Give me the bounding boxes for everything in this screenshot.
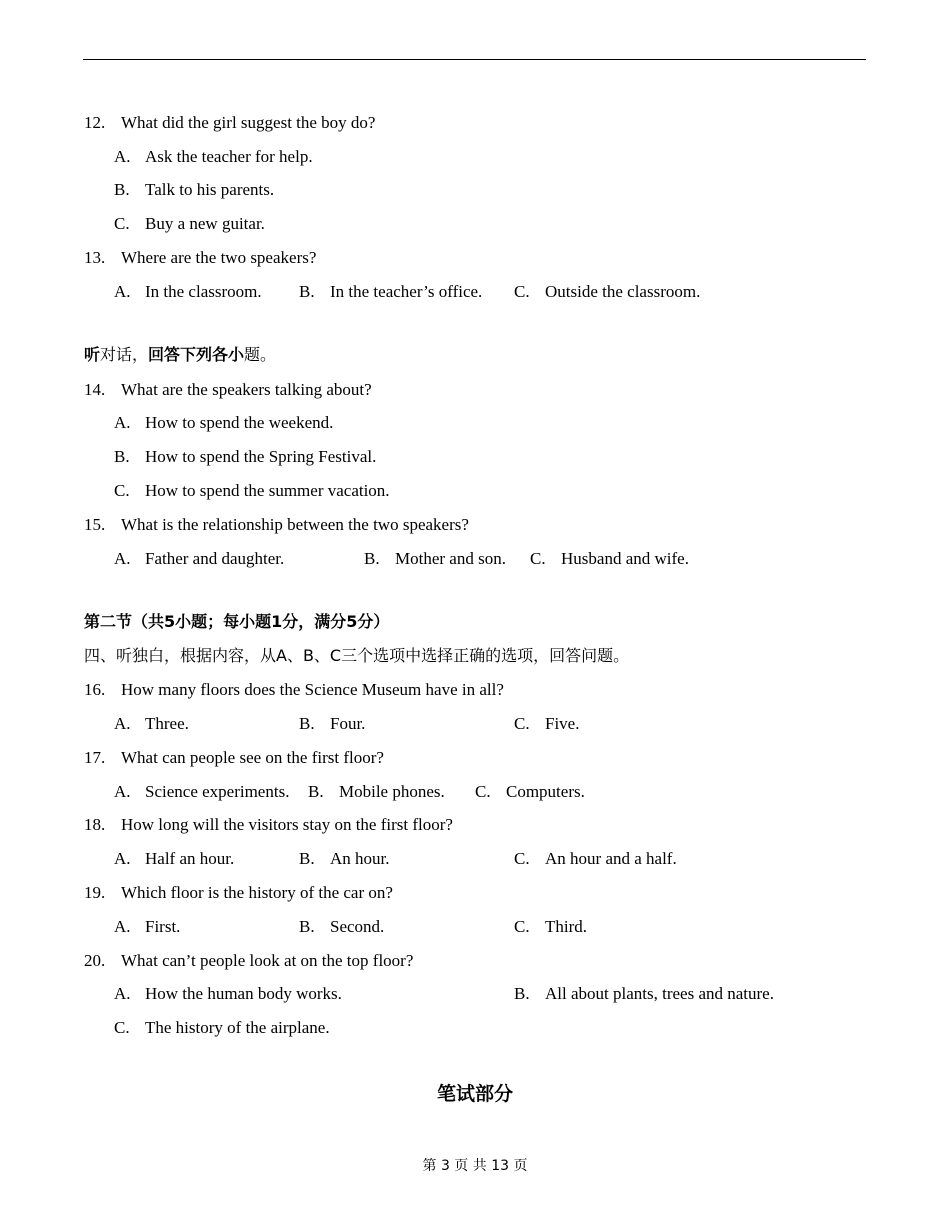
instruction-part: 听 <box>84 345 101 364</box>
option-letter: B. <box>299 714 315 733</box>
option-16-c <box>514 714 579 734</box>
header-rule <box>83 59 866 60</box>
option-text: First. <box>145 917 181 936</box>
option-19-c <box>514 917 587 937</box>
option-text: In the classroom. <box>145 282 262 301</box>
option-14-c <box>114 481 390 501</box>
option-letter: C. <box>514 917 530 936</box>
option-text: Four. <box>330 714 366 733</box>
option-12-a <box>114 147 313 167</box>
option-text: Husband and wife. <box>561 549 689 568</box>
written-part-title: 笔试部分 <box>436 1083 513 1105</box>
question-15 <box>84 515 469 535</box>
option-15-b <box>364 549 506 569</box>
option-text: Talk to his parents. <box>145 180 275 199</box>
option-letter: B. <box>299 849 315 868</box>
question-16 <box>84 680 504 700</box>
option-text: How to spend the weekend. <box>145 413 334 432</box>
option-letter: C. <box>530 549 546 568</box>
option-text: Outside the classroom. <box>545 282 701 301</box>
option-letter: A. <box>114 984 131 1003</box>
option-17-a <box>114 782 289 802</box>
option-text: Half an hour. <box>145 849 235 868</box>
option-17-c <box>475 782 585 802</box>
instruction-part: 题。 <box>244 345 277 364</box>
option-text: An hour and a half. <box>545 849 677 868</box>
option-text: Buy a new guitar. <box>145 214 265 233</box>
instruction-part: 对话， <box>100 345 149 364</box>
option-letter: B. <box>514 984 530 1003</box>
option-letter: B. <box>299 282 315 301</box>
question-13 <box>84 248 316 268</box>
option-text: Father and daughter. <box>145 549 285 568</box>
option-16-a <box>114 714 189 734</box>
option-20-c <box>114 1018 330 1038</box>
instruction-part: 回答下列各小 <box>148 345 245 364</box>
option-20-a <box>114 984 342 1004</box>
option-18-a <box>114 849 234 869</box>
section-heading: 第二节（共5小题；每小题1分，满分5分） <box>84 612 390 631</box>
question-20 <box>84 951 413 971</box>
option-letter: B. <box>114 447 130 466</box>
option-letter: A. <box>114 282 131 301</box>
section-instruction: 四、听独白，根据内容，从A、B、C三个选项中选择正确的选项，回答问题。 <box>84 646 630 665</box>
option-letter: A. <box>114 782 131 801</box>
question-text: How many floors does the Science Museum have in all? <box>121 680 504 699</box>
option-letter: A. <box>114 413 131 432</box>
question-number: 17. <box>84 748 106 767</box>
option-text: In the teacher’s office. <box>330 282 483 301</box>
option-text: The history of the airplane. <box>145 1018 330 1037</box>
option-text: An hour. <box>330 849 390 868</box>
option-15-c <box>530 549 689 569</box>
option-14-b <box>114 447 376 467</box>
option-text: How to spend the summer vacation. <box>145 481 390 500</box>
option-letter: B. <box>364 549 380 568</box>
option-letter: C. <box>514 849 530 868</box>
question-number: 12. <box>84 113 106 132</box>
option-13-c <box>514 282 700 302</box>
question-18 <box>84 815 453 835</box>
question-number: 18. <box>84 815 106 834</box>
option-text: Ask the teacher for help. <box>145 147 313 166</box>
option-text: Second. <box>330 917 385 936</box>
option-20-b <box>514 984 774 1004</box>
option-letter: A. <box>114 147 131 166</box>
option-text: Three. <box>145 714 189 733</box>
option-18-c <box>514 849 677 869</box>
option-13-a <box>114 282 262 302</box>
option-letter: C. <box>114 481 130 500</box>
option-letter: C. <box>114 1018 130 1037</box>
option-letter: C. <box>475 782 491 801</box>
option-text: How the human body works. <box>145 984 342 1003</box>
option-text: Computers. <box>506 782 585 801</box>
dialogue-instruction <box>84 345 276 365</box>
option-letter: A. <box>114 714 131 733</box>
question-text: What can people see on the first floor? <box>121 748 384 767</box>
option-text: How to spend the Spring Festival. <box>145 447 377 466</box>
option-17-b <box>308 782 445 802</box>
option-letter: B. <box>114 180 130 199</box>
option-letter: B. <box>308 782 324 801</box>
option-19-b <box>299 917 384 937</box>
option-12-b <box>114 180 274 200</box>
option-text: Five. <box>545 714 580 733</box>
question-text: How long will the visitors stay on the first floor? <box>121 815 453 834</box>
question-14 <box>84 380 372 400</box>
question-number: 16. <box>84 680 106 699</box>
page-footer: 第 3 页 共 13 页 <box>422 1158 528 1174</box>
option-letter: C. <box>514 282 530 301</box>
option-13-b <box>299 282 482 302</box>
option-letter: A. <box>114 549 131 568</box>
option-14-a <box>114 413 333 433</box>
question-19 <box>84 883 393 903</box>
question-text: What can’t people look at on the top floor? <box>121 951 414 970</box>
question-text: What did the girl suggest the boy do? <box>121 113 376 132</box>
option-text: Science experiments. <box>145 782 290 801</box>
question-number: 19. <box>84 883 106 902</box>
option-text: Mother and son. <box>395 549 506 568</box>
question-number: 20. <box>84 951 106 970</box>
question-17 <box>84 748 384 768</box>
option-letter: B. <box>299 917 315 936</box>
option-text: All about plants, trees and nature. <box>545 984 774 1003</box>
option-letter: A. <box>114 917 131 936</box>
question-text: What is the relationship between the two speakers? <box>121 515 469 534</box>
question-number: 14. <box>84 380 106 399</box>
question-text: What are the speakers talking about? <box>121 380 372 399</box>
option-letter: C. <box>514 714 530 733</box>
option-16-b <box>299 714 365 734</box>
question-12 <box>84 113 375 133</box>
option-text: Mobile phones. <box>339 782 445 801</box>
option-18-b <box>299 849 390 869</box>
option-letter: A. <box>114 849 131 868</box>
option-text: Third. <box>545 917 588 936</box>
question-number: 15. <box>84 515 106 534</box>
question-text: Where are the two speakers? <box>121 248 317 267</box>
option-letter: C. <box>114 214 130 233</box>
option-19-a <box>114 917 180 937</box>
question-number: 13. <box>84 248 106 267</box>
question-text: Which floor is the history of the car on? <box>121 883 393 902</box>
option-12-c <box>114 214 265 234</box>
option-15-a <box>114 549 284 569</box>
